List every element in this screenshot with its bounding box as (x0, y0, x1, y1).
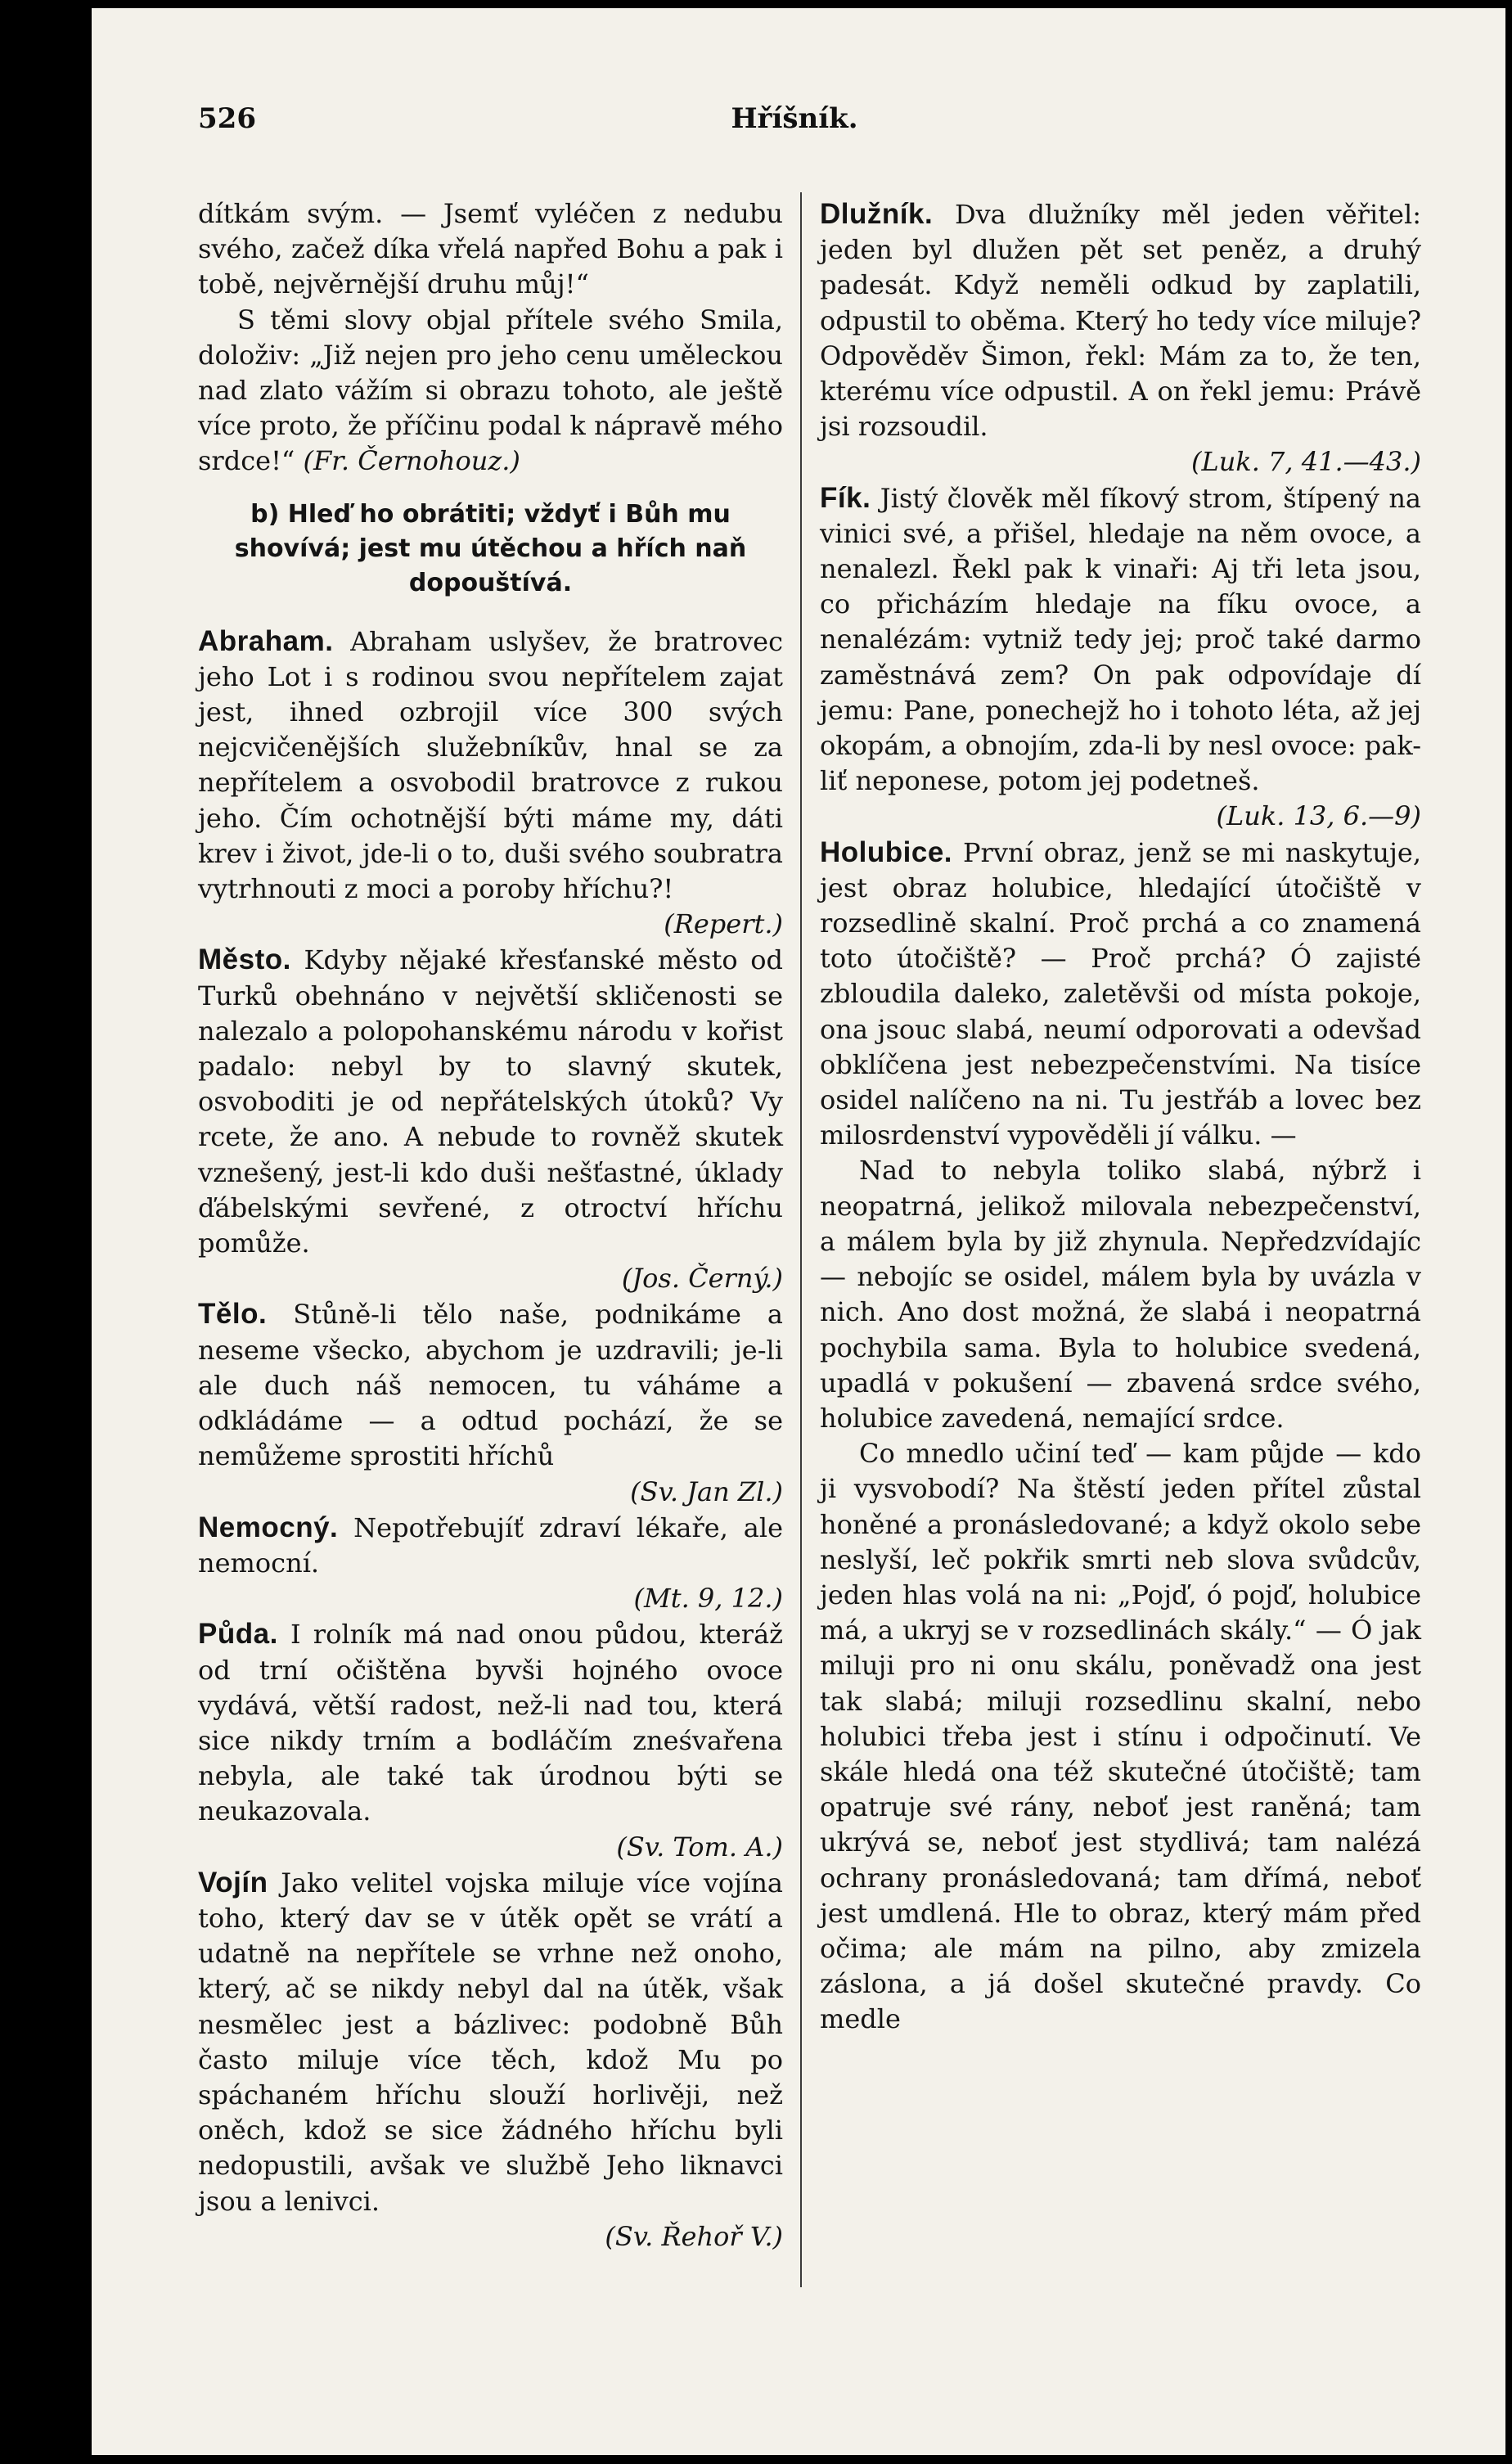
source-reference: (Fr. Černohouz.) (303, 445, 520, 477)
entry-term: Dlužník. (820, 198, 934, 230)
source-reference: (Sv. Řehoř V.) (605, 2220, 783, 2252)
entry-telo (198, 1296, 783, 1509)
paragraph-text: Nad to nebyla toliko slabá, nýbrž i neopatrná, jelikož milovala nebezpečenství, a málem byla by již zhynula. Nepředzvídajíc — nebojíc se osidel, málem byla by uvázla v nich. Ano dost možná, že slabá i neopatrná pochybila sama. Byla to holubice svedená, upadlá v pokušení — zbavená srdce svého, holubice zavedená, nemající srdce. (820, 1155, 1421, 1434)
column-divider (800, 192, 802, 2287)
paragraph-text: dítkám svým. — Jsemť vyléčen z nedubu svého, začež díka vřelá napřed Bohu a pak i tobě, nejvěrnější druhu můj!“ (198, 198, 783, 300)
entry-term: Půda. (198, 1618, 278, 1651)
entry-term: Fík. (820, 481, 871, 514)
paragraph (198, 303, 783, 480)
paragraph (820, 1436, 1421, 2037)
entry-text: První obraz, jenž se mi naskytuje, jest obraz holubice, hledající útočiště v rozsedlině skalní. Proč prchá a co znamená toto útočiště? — Proč prchá? Ó zajisté zbloudila daleko, zaletěvši od místa pokoje, ona jsouc slabá, neumí odporovati a odevšad obklíčena jest nebezpečenstvími. Na tisíce osidel nalíčeno na ni. Tu jestřáb a lovec bez milosrdenství vypověděli jí válku. — (820, 836, 1421, 1151)
entry-dluznik (820, 196, 1421, 480)
entry-puda (198, 1616, 783, 1864)
entry-term: Abraham. (198, 624, 334, 657)
entry-text: Dva dlužníky měl jeden věřitel: jeden byl dlužen pět set peněz, a druhý padesát. Když neměli odkud by zaplatili, odpustil to oběma. Který ho tedy více miluje? Odpověděv Šimon, řekl: Mám za to, že ten, kterému více odpustil. A on řekl jemu: Právě jsi rozsoudil. (820, 199, 1422, 443)
entry-mesto (198, 942, 783, 1296)
entry-text: Jistý člověk měl fíkový strom, štípený na vinici své, a přišel, hledaje na něm ovoce, a nenalezl. Řekl pak k vinaři: Aj tři leta jsou, co přicházím hledaje na fíku ovoce, a nenalézám: vytniž tedy jej; proč také darmo zaměstnává zem? On pak odpovídaje dí jemu: Pane, ponechejž ho i tohoto léta, až jej okopám, a obnojím, zda-li by nesl ovoce: pak-liť neponese, potom jej podetneš. (820, 482, 1422, 797)
entry-term: Město. (198, 944, 291, 976)
entry-term: Tělo. (198, 1298, 268, 1331)
entry-holubice (820, 835, 1421, 1154)
paper-sheet (92, 8, 1505, 2455)
running-title: Hříšník. (731, 102, 858, 135)
source-reference: (Luk. 13, 6.—9) (1216, 800, 1421, 832)
entry-fik (820, 480, 1421, 835)
entry-text: Abraham uslyšev, že bratrovec jeho Lot i s rodinou svou nepřítelem zajat jest, ihned ozbrojil více 300 svých nejcvičenějších služebníkův, hnal se za nepřítelem a osvobodil bratrovce z rukou jeho. Čím ochotnější býti máme my, dáti krev i život, jde-li o to, duši svého soubratra vytrhnouti z moci a poroby hříchu?! (198, 625, 784, 905)
entry-term: Vojín (198, 1866, 268, 1899)
entry-text: Kdyby nějaké křesťanské město od Turků obehnáno v největší skličenosti se nalezalo a polopohanskému národu v kořist padalo: nebyl by to slavný skutek, osvoboditi je od nepřátelských útoků? Vy rcete, že ano. A nebude to rovněž skutek vznešený, jest-li kdo duši nešťastné, úklady ďábelskými sevřené, z otroctví hříchu pomůže. (198, 944, 784, 1259)
paragraph (820, 1153, 1421, 1436)
page-number: 526 (198, 102, 256, 135)
paragraph-text: Co mnedlo učiní teď — kam půjde — kdo ji vysvobodí? Na štěstí jeden přítel zůstal honěné a pronásledované; a když okolo sebe neslyší, leč pokřik smrti neb slova svůdcův, jeden hlas volá na ni: „Pojď, ó pojď, holubice má, a ukryj se v rozsedlinách skály.“ — Ó jak miluji pro ni onu skálu, poněvadž ona jest tak slabá; miluji rozsedlinu skalní, nebo holubici třeba jest i stínu i odpočinutí. Ve skále hledá ona též skutečné útočiště; tam opatruje své rány, neboť jest raněná; tam ukrývá se, neboť jest stydlivá; tam nalézá ochrany pronásledovaná; tam dřímá, neboť jest umdlená. Hle to obraz, který mám před očima; ale mám na pilno, aby zmizela záslona, a já došel skutečné pravdy. Co medle (820, 1438, 1421, 2035)
left-column (198, 196, 783, 2255)
source-reference: (Jos. Černý.) (621, 1263, 783, 1295)
source-reference: (Sv. Jan Zl.) (630, 1475, 783, 1507)
entry-text: Stůně-li tělo naše, podnikáme a neseme všecko, abychom je uzdravili; je-li ale duch náš nemocen, tu váháme a odkládáme — a odtud pochází, že se nemůžeme sprostiti hříchů (198, 1299, 784, 1472)
paragraph-text: S těmi slovy objal přítele svého Smila, doloživ: „Již nejen pro jeho cenu uměleckou nad zlato vážím si obrazu tohoto, ale ještě více proto, že příčinu podal k nápravě mého srdce!“ (198, 304, 783, 477)
entry-nemocny (198, 1510, 783, 1617)
entry-vojin (198, 1865, 783, 2255)
entry-text: Nepotřebujíť zdraví lékaře, ale nemocní. (198, 1511, 783, 1579)
right-column (820, 196, 1421, 2038)
entry-text: I rolník má nad onou půdou, kteráž od trní očištěna byvši hojného ovoce vydává, větší radost, než-li nad tou, která sice nikdy trním a bodláčím zneśvařena nebyla, ale také tak úrodnou býti se neukazovala. (198, 1619, 784, 1827)
entry-term: Holubice. (820, 836, 953, 868)
section-heading (198, 498, 783, 601)
entry-abraham (198, 624, 783, 943)
section-heading-text: b) Hleď ho obrátiti; vždyť i Bůh mu shovívá; jest mu útěchou a hřích naň dopouštívá. (234, 499, 747, 597)
entry-term: Nemocný. (198, 1511, 339, 1543)
source-reference: (Sv. Tom. A.) (616, 1831, 783, 1863)
entry-text: Jako velitel vojska miluje více vojína toho, který dav se v útěk opět se vrátí a udatně na nepřítele se vrhne než onoho, který, ač se nikdy nebyl dal na útěk, však nesmělec jest a bázlivec: podobně Bůh často miluje více těch, kdož Mu po spáchaném hříchu slouží horlivěji, než oněch, kdož se sice žádného hříchu byli nedopustili, avšak ve službě Jeho liknavci jsou a lenivci. (198, 1867, 784, 2217)
source-reference: (Luk. 7, 41.—43.) (1190, 446, 1421, 478)
paragraph (198, 196, 783, 303)
source-reference: (Mt. 9, 12.) (633, 1583, 783, 1615)
page-header (198, 102, 1391, 151)
source-reference: (Repert.) (664, 908, 783, 940)
